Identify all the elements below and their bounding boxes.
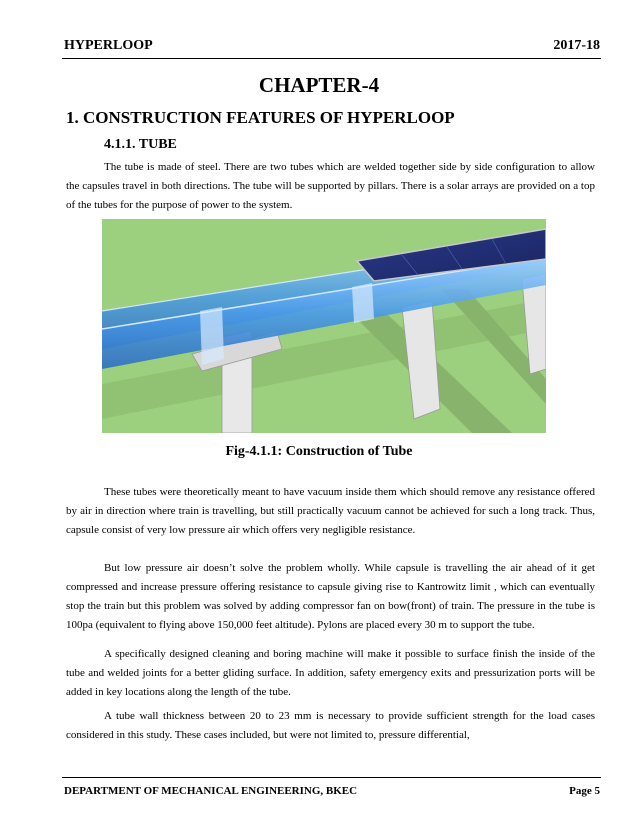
paragraph-intro: The tube is made of steel. There are two tubes which are welded together side by side configuration to allow the capsules travel in both directions. The tube will be supported by pillars. There is a solar arrays are provided on a top of the tubes for the purpose of power to the system. <box>66 161 595 211</box>
figure-caption: Fig-4.1.1: Construction of Tube <box>225 444 413 459</box>
header-year: 2017-18 <box>553 38 600 53</box>
paragraph-pressure: But low pressure air doesn’t solve the problem wholly. While capsule is travelling the air ahead of it get compressed and increase pressure offering resistance to capsule giving rise to Kantrowitz limit , which can eventually stop the train but this problem was solved by adding compressor fan on bow(front) of train. The pressure in the tube is 100pa (equivalent to flying above 150,000 feet altitude). Pylons are placed every 30 m to support the tube. <box>66 562 595 631</box>
paragraph-vacuum: These tubes were theoretically meant to have vacuum inside them which should remove any resistance offered by air in direction where train is travelling, but still practically vacuum cannot be achieved for such a long track. Thus, capsule consist of very low pressure air which offers very negligible resistance. <box>66 486 595 536</box>
tube-construction-figure <box>102 219 546 433</box>
tube-joint <box>200 307 224 365</box>
header-rule <box>62 58 601 59</box>
tube-joint <box>352 283 374 323</box>
page-header <box>64 38 600 54</box>
subsection-title: 4.1.1. TUBE <box>104 137 177 152</box>
chapter-heading: CHAPTER-4 <box>258 73 380 97</box>
paragraph-thickness: A tube wall thickness between 20 to 23 mm is necessary to provide sufficient strength for the load cases considered in this study. These cases included, but were not limited to, pressure differential, <box>66 710 595 741</box>
paragraph-cleaning: A specifically designed cleaning and boring machine will make it possible to surface finish the inside of the tube and welded joints for a better gliding surface. In addition, safety emergency exits and pressurization ports will be added in key locations along the length of the tube. <box>66 648 595 698</box>
page-footer <box>64 785 600 797</box>
page-number: Page 5 <box>569 785 600 797</box>
footer-department: DEPARTMENT OF MECHANICAL ENGINEERING, BKEC <box>64 785 358 797</box>
section-title: 1. CONSTRUCTION FEATURES OF HYPERLOOP <box>66 108 455 127</box>
header-title: HYPERLOOP <box>64 38 153 53</box>
footer-rule <box>62 777 601 778</box>
